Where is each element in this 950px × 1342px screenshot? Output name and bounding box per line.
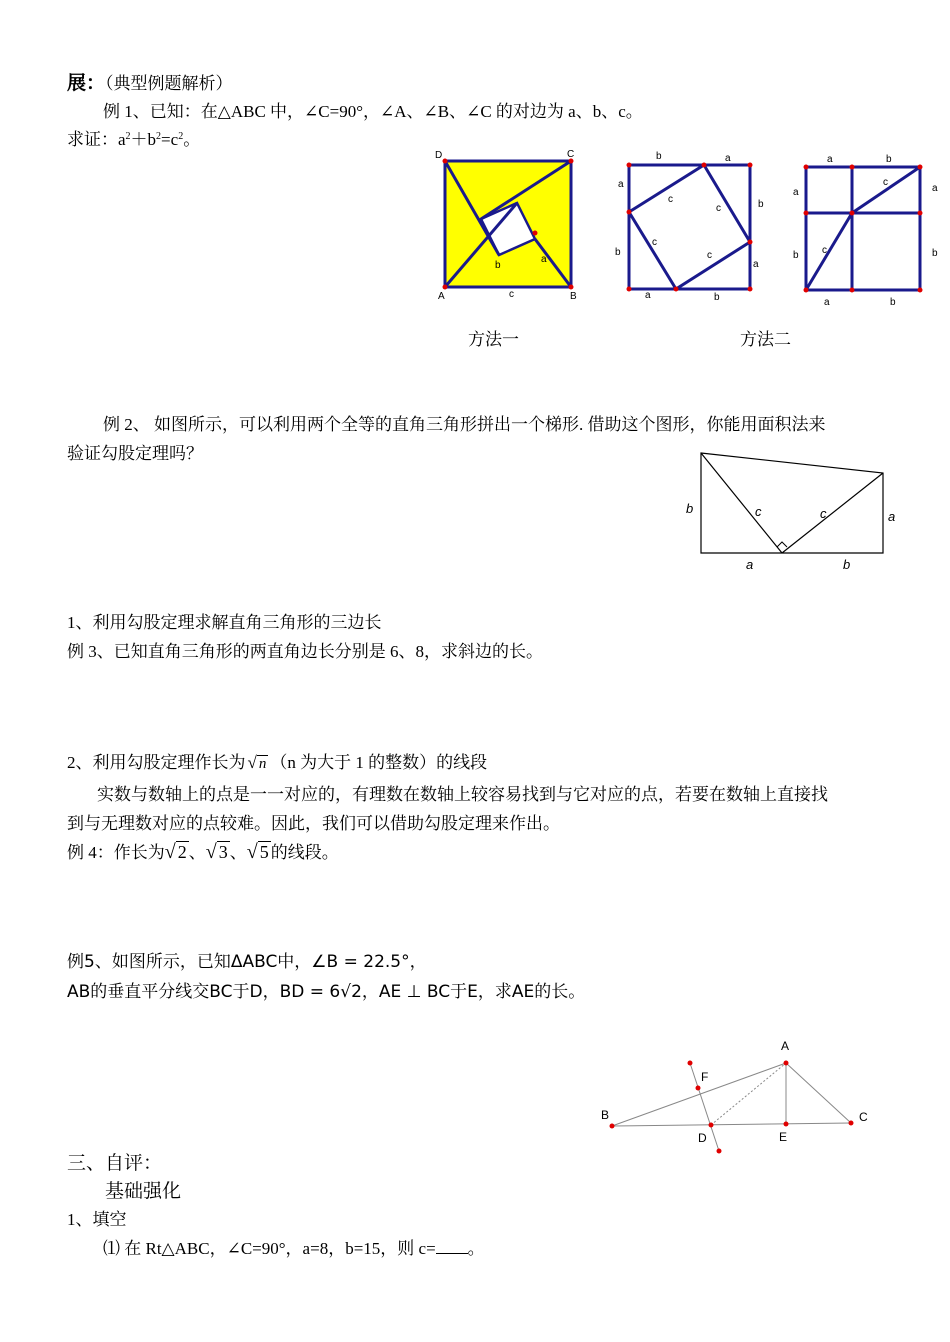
seg-ab <box>612 1063 786 1126</box>
radicand-2: 2 <box>177 842 187 862</box>
label-a: a <box>793 187 799 198</box>
prove-b: ＋b <box>130 130 157 149</box>
example2-line1: 例 2、 如图所示，可以利用两个全等的直角三角形拼出一个梯形. 借助这个图形，你能用面积法来 <box>103 415 826 434</box>
pt <box>748 287 753 292</box>
sep: 、 <box>188 843 206 862</box>
section-title-main: 展： <box>67 73 106 94</box>
label-b-left: b <box>686 501 694 516</box>
label-b-right: b <box>758 199 764 210</box>
pt <box>804 288 809 293</box>
label-a-bottom: a <box>746 557 754 572</box>
pt <box>918 288 923 293</box>
example1-prove <box>67 131 200 148</box>
label-c1: c <box>668 194 673 205</box>
caption-method-one: 方法一 <box>468 330 519 349</box>
label-c3: c <box>652 237 657 248</box>
label-side-a: a <box>541 254 547 265</box>
diag-1 <box>852 167 920 213</box>
pt-e <box>784 1122 789 1127</box>
label-b: B <box>570 291 577 302</box>
sup-a: 2 <box>125 131 131 142</box>
pt <box>627 287 632 292</box>
label-b-top: b <box>656 151 662 162</box>
self-eval-heading: 三、自评： <box>67 1153 163 1174</box>
pt <box>918 211 923 216</box>
method-two-figure-left <box>610 145 770 305</box>
label-a: a <box>932 183 938 194</box>
label-c-left: c <box>755 504 762 519</box>
tilted-square <box>629 165 750 289</box>
example5-line2: AB的垂直平分线交BC于D，BD = 6√2，AE ⊥ BC于E，求AE的长。 <box>67 982 586 1002</box>
part2-heading-prefix: 2、利用勾股定理作长为 <box>67 753 246 772</box>
label-c4: c <box>707 250 712 261</box>
label-b: b <box>793 250 799 261</box>
example5-figure <box>595 1035 885 1160</box>
label-c: c <box>883 177 888 188</box>
pt-f <box>696 1086 701 1091</box>
q1-answer-blank[interactable] <box>436 1239 468 1254</box>
label-side-c: c <box>509 289 514 300</box>
pt-a <box>784 1061 789 1066</box>
prove-tail: 。 <box>183 130 201 149</box>
label-b: b <box>932 248 938 259</box>
label-c-right: c <box>820 506 827 521</box>
pt-d <box>709 1123 714 1128</box>
label-a-left: a <box>618 179 624 190</box>
vertex-d <box>443 159 448 164</box>
label-side-b: b <box>495 260 501 271</box>
pt <box>850 288 855 293</box>
self-eval-sub: 基础强化 <box>105 1181 182 1202</box>
label-a-right: a <box>753 259 759 270</box>
caption-method-two: 方法二 <box>740 330 791 349</box>
sup-b: 2 <box>156 131 162 142</box>
section-title <box>67 74 233 93</box>
trapezoid-figure <box>682 448 902 574</box>
part2-heading <box>67 754 487 772</box>
part2-heading-suffix: （n 为大于 1 的整数）的线段 <box>270 753 488 772</box>
hyp-c2 <box>782 473 883 553</box>
hyp-c1 <box>701 453 782 553</box>
q1-prefix: ⑴ 在 Rt△ABC，∠C=90°，a=8，b=15，则 c= <box>103 1239 436 1258</box>
example4-suffix: 的线段。 <box>270 843 339 862</box>
label-b-left: b <box>615 247 621 258</box>
label-a: A <box>781 1039 790 1053</box>
part2-para-line1: 实数与数轴上的点是一一对应的，有理数在数轴上较容易找到与它对应的点，若要在数轴上直接找 <box>97 785 828 804</box>
label-a: a <box>827 154 833 165</box>
label-b: B <box>601 1108 610 1122</box>
self-eval-item1: 1、填空 <box>67 1210 127 1229</box>
outer-square-2 <box>629 165 750 289</box>
label-f: F <box>701 1070 709 1084</box>
prove-a: 求证：a <box>67 130 126 149</box>
inner-point <box>533 231 538 236</box>
pt-c <box>849 1121 854 1126</box>
radicand-3: 3 <box>218 842 228 862</box>
radicand-5: 5 <box>259 842 269 862</box>
pt <box>850 211 855 216</box>
pt-bottom <box>717 1149 722 1154</box>
pt <box>748 240 753 245</box>
label-c: c <box>822 245 827 256</box>
pt <box>850 165 855 170</box>
q1-suffix: 。 <box>467 1239 485 1258</box>
label-c: C <box>567 149 575 160</box>
part1-heading: 1、利用勾股定理求解直角三角形的三边长 <box>67 613 382 632</box>
method-one-figure <box>425 145 585 305</box>
vertex-a <box>443 285 448 290</box>
diag-2 <box>806 213 852 290</box>
label-b-bottom: b <box>714 292 720 303</box>
pt <box>702 163 707 168</box>
sqrt-n: √ n <box>247 753 267 772</box>
label-b-bottom: b <box>843 557 851 572</box>
sup-c: 2 <box>178 131 184 142</box>
example2-line2: 验证勾股定理吗？ <box>67 444 203 463</box>
sqrt-n-radicand: n <box>258 756 267 772</box>
seg-ad <box>711 1063 786 1125</box>
example4: 例 4：作长为√ 2 、√ 3 、√ 5 的线段。 <box>67 841 339 863</box>
section-subtitle: （典型例题解析） <box>105 74 233 93</box>
label-a: A <box>438 291 445 302</box>
pt-top <box>688 1061 693 1066</box>
part2-para-line2: 到与无理数对应的点较难。因此，我们可以借助勾股定理来作出。 <box>67 814 560 833</box>
trapezoid <box>701 453 883 553</box>
label-a-bottom: a <box>645 290 651 301</box>
outer-square-3 <box>806 167 920 290</box>
label-d: D <box>698 1131 707 1145</box>
example4-prefix: 例 4：作长为 <box>67 843 165 862</box>
pt <box>748 163 753 168</box>
label-b: b <box>890 297 896 307</box>
pt-b <box>610 1124 615 1129</box>
label-c: C <box>859 1110 868 1124</box>
seg-ac <box>786 1063 851 1123</box>
label-c2: c <box>716 203 721 214</box>
vertex-b <box>569 285 574 290</box>
example3: 例 3、已知直角三角形的两直角边长分别是 6、8，求斜边的长。 <box>67 642 543 661</box>
sep: 、 <box>229 843 247 862</box>
pt <box>627 163 632 168</box>
label-b: b <box>886 154 892 165</box>
label-a: a <box>824 297 830 307</box>
seg-bc <box>612 1123 851 1126</box>
example5-line1: 例5、如图所示，已知ΔABC中，∠B = 22.5°， <box>67 952 427 972</box>
method-two-figure-right <box>790 145 950 307</box>
self-eval-q1 <box>103 1239 485 1257</box>
label-e: E <box>779 1130 788 1144</box>
label-a-top: a <box>725 153 731 164</box>
label-a-right: a <box>888 509 896 524</box>
pt <box>627 210 632 215</box>
prove-c: =c <box>161 130 179 149</box>
example1-statement: 例 1、已知：在△ABC 中，∠C=90°，∠A、∠B、∠C 的对边为 a、b、c。 <box>103 102 643 121</box>
pt <box>804 165 809 170</box>
pt <box>804 211 809 216</box>
label-d: D <box>435 150 443 161</box>
pt <box>918 165 923 170</box>
right-angle-mark <box>777 542 787 547</box>
pt <box>674 287 679 292</box>
